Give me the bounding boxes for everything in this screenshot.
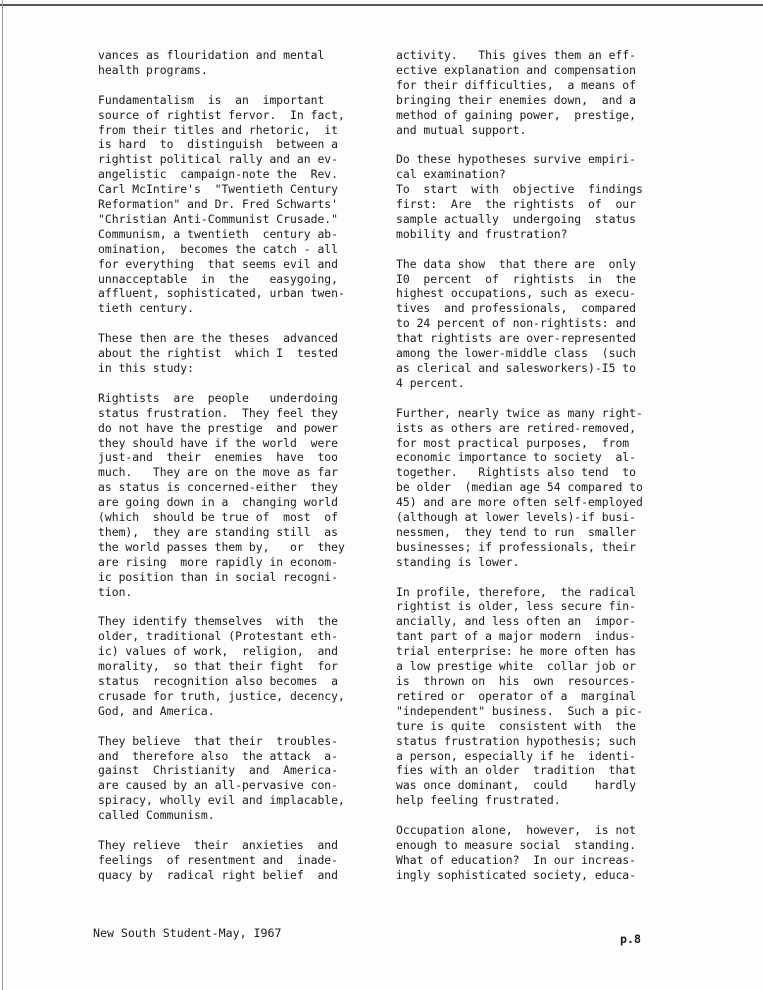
paragraph: vances as flouridation and mental health programs.	[98, 48, 325, 77]
left-text-column	[98, 48, 370, 898]
paragraph: Occupation alone, however, is not enough to measure social standing. What of education? In our increas- ingly sophisticated society, educa-	[396, 823, 637, 882]
paragraph: These then are the theses advanced about the rightist which I tested in this study:	[98, 331, 339, 375]
left-border-line	[2, 0, 3, 990]
publication-footer: New South Student-May, I967	[93, 926, 282, 940]
paragraph: activity. This gives them an eff- ective explanation and compensation for their difficulties, a means of bringing their enemies down, and a method of gaining power, prestige, and mutual support.	[396, 48, 637, 137]
paragraph: In profile, therefore, the radical rightist is older, less secure fin- ancially, and less often an impor- tant part of a major modern indus- trial enterprise: he more often has a low prestige white collar job or is thrown on his own resources- retired or operator of a marginal "independent" business. Such a pic- ture is quite consistent with the status frustration hypothesis; such a person, especially if he identi- fies with an older tradition that was once dominant, could hardly help feeling frustrated.	[396, 584, 643, 808]
page-number: p.8	[620, 932, 641, 946]
paragraph: They identify themselves with the older, traditional (Protestant eth- ic) values of work, religion, and morality, so that their fight for status recognition also becomes a crusade for truth, justice, decency, God, and America.	[98, 614, 345, 718]
paragraph: Do these hypotheses survive empiri- cal examination? To start with objective findings first: Are the rightists of our sample actually undergoing status mobility and frustration?	[396, 152, 643, 241]
paragraph: They believe that their troubles- and therefore also the attack a- gainst Christianity and America- are caused by an all-pervasive con- spiracy, wholly evil and implacable, called Communism.	[98, 733, 345, 823]
paragraph: Further, nearly twice as many right- ists as others are retired-removed, for most practical purposes, from economic importance to society al- together. Rightists also tend to be older (median age 54 compared to 45) and are more often self-employed (although at lower levels)-if busi- nessmen, they tend to run smaller businesses; if professionals, their standing is lower.	[396, 405, 643, 569]
paragraph: The data show that there are only I0 percent of rightists in the highest occupations, such as execu- tives and professionals, compared to 24 percent of non-rightists: and that rightists are over-represented among the lower-middle class (such as clerical and salesworkers)-I5 to 4 percent.	[396, 256, 637, 390]
right-text-column	[396, 48, 668, 898]
top-border-line	[0, 4, 763, 6]
paragraph: They relieve their anxieties and feelings of resentment and inade- quacy by radical right belief and	[98, 837, 339, 882]
paragraph: Fundamentalism is an important source of rightist fervor. In fact, from their titles and rhetoric, it is hard to distinguish between a rightist political rally and an ev- angelistic campaign-note the Rev. Carl McIntire's "Twentieth Century Reformation" and Dr. Fred Schwarts' "Christian Anti-Communist Crusade." Communism, a twentieth century ab- omination, becomes the catch - all for everything that seems evil and unnacceptable in the easygoing, affluent, sophisticated, urban twen- tieth century.	[98, 92, 345, 316]
paragraph: Rightists are people underdoing status frustration. They feel they do not have the prestige and power they should have if the world were just-and their enemies have too much. They are on the move as far as status is concerned-either they are going down in a changing world (which should be true of most of them), they are standing still as the world passes them by, or they are rising more rapidly in econom- ic position than in social recogni- tion.	[98, 390, 345, 599]
